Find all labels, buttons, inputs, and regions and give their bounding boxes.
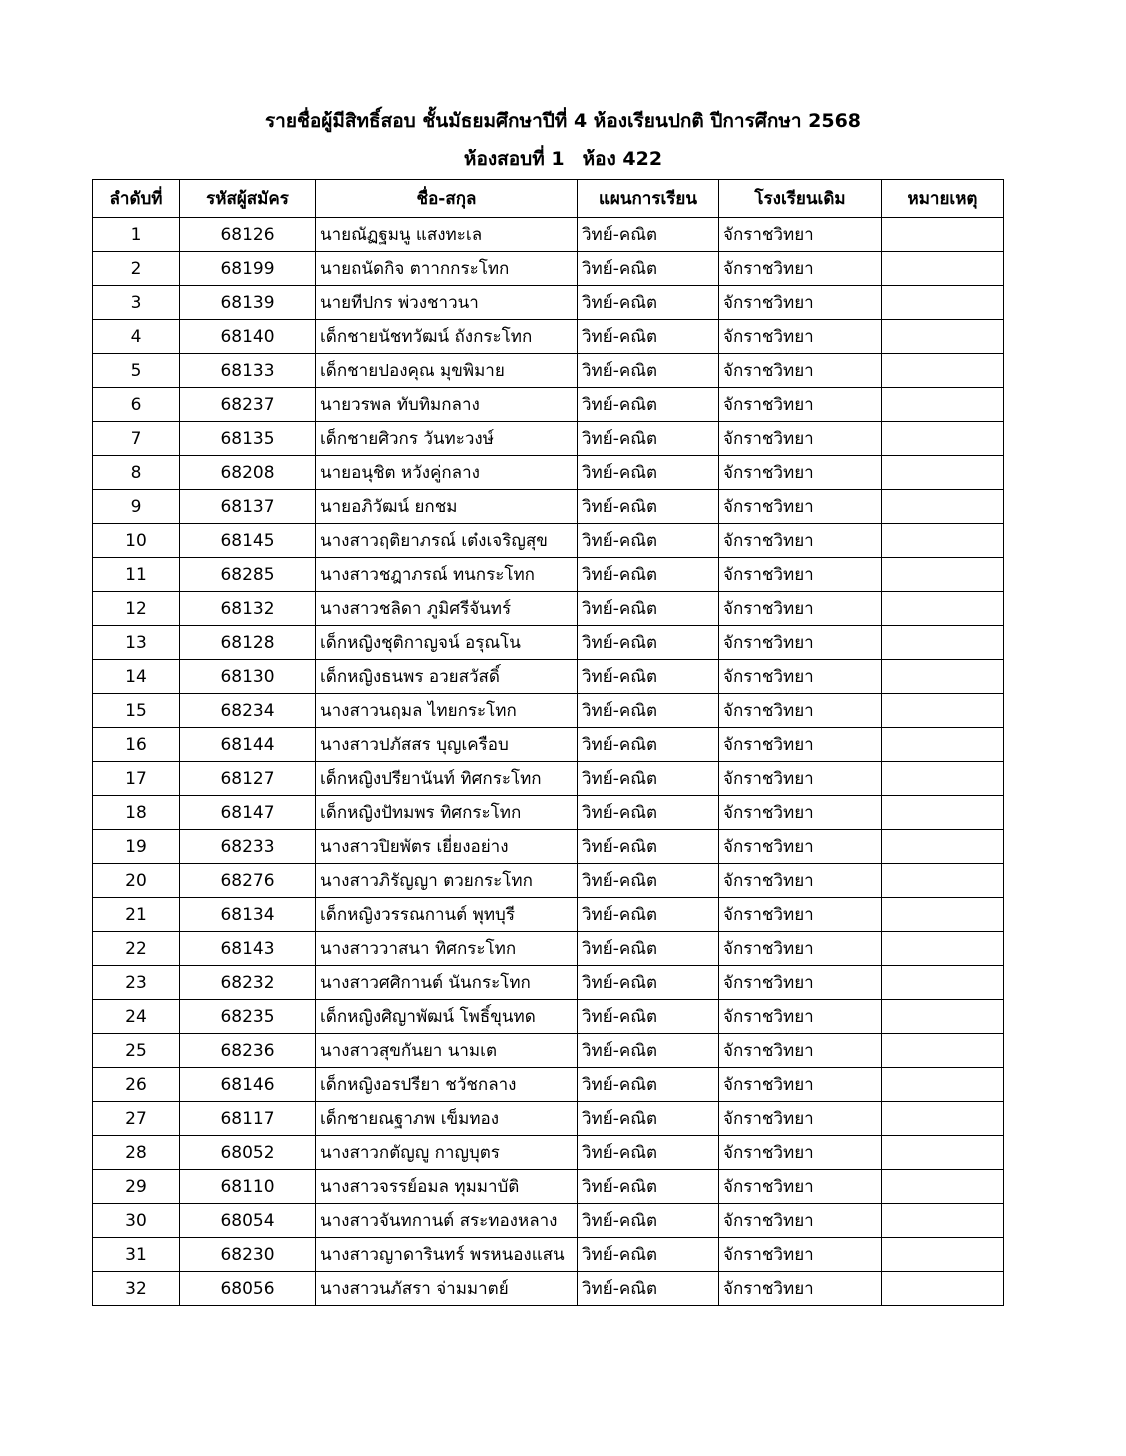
cell-study-plan: วิทย์-คณิต: [578, 1272, 719, 1306]
cell-former-school: จักราชวิทยา: [719, 966, 882, 1000]
cell-no: 10: [93, 524, 180, 558]
cell-former-school: จักราชวิทยา: [719, 762, 882, 796]
cell-name: นางสาวกตัญญู กาญบุตร: [316, 1136, 578, 1170]
cell-name: เด็กหญิงอรปรียา ชวัชกลาง: [316, 1068, 578, 1102]
column-header-former-school: โรงเรียนเดิม: [719, 180, 882, 218]
cell-former-school: จักราชวิทยา: [719, 354, 882, 388]
cell-former-school: จักราชวิทยา: [719, 252, 882, 286]
cell-name: นางสาวชลิดา ภูมิศรีจันทร์: [316, 592, 578, 626]
table-row: [93, 218, 1004, 252]
cell-remarks: [882, 558, 1004, 592]
cell-study-plan: วิทย์-คณิต: [578, 524, 719, 558]
cell-study-plan: วิทย์-คณิต: [578, 762, 719, 796]
cell-name: เด็กหญิงปรียานันท์ ทิศกระโทก: [316, 762, 578, 796]
cell-study-plan: วิทย์-คณิต: [578, 694, 719, 728]
cell-former-school: จักราชวิทยา: [719, 1204, 882, 1238]
cell-name: นางสาวนฤมล ไทยกระโทก: [316, 694, 578, 728]
cell-remarks: [882, 1272, 1004, 1306]
cell-applicant-id: 68276: [180, 864, 316, 898]
cell-name: นางสาวชฎาภรณ์ ทนกระโทก: [316, 558, 578, 592]
cell-remarks: [882, 354, 1004, 388]
table-row: [93, 626, 1004, 660]
cell-study-plan: วิทย์-คณิต: [578, 898, 719, 932]
cell-no: 29: [93, 1170, 180, 1204]
cell-remarks: [882, 932, 1004, 966]
cell-remarks: [882, 966, 1004, 1000]
cell-study-plan: วิทย์-คณิต: [578, 626, 719, 660]
cell-study-plan: วิทย์-คณิต: [578, 1204, 719, 1238]
cell-former-school: จักราชวิทยา: [719, 694, 882, 728]
cell-former-school: จักราชวิทยา: [719, 864, 882, 898]
cell-applicant-id: 68234: [180, 694, 316, 728]
cell-former-school: จักราชวิทยา: [719, 898, 882, 932]
cell-applicant-id: 68126: [180, 218, 316, 252]
cell-remarks: [882, 898, 1004, 932]
cell-applicant-id: 68146: [180, 1068, 316, 1102]
cell-former-school: จักราชวิทยา: [719, 1034, 882, 1068]
cell-applicant-id: 68143: [180, 932, 316, 966]
cell-study-plan: วิทย์-คณิต: [578, 1034, 719, 1068]
cell-remarks: [882, 1068, 1004, 1102]
cell-applicant-id: 68285: [180, 558, 316, 592]
cell-name: เด็กหญิงปัทมพร ทิศกระโทก: [316, 796, 578, 830]
cell-applicant-id: 68235: [180, 1000, 316, 1034]
cell-remarks: [882, 830, 1004, 864]
table-row: [93, 1136, 1004, 1170]
cell-name: นางสาวสุขกันยา นามเต: [316, 1034, 578, 1068]
cell-remarks: [882, 1170, 1004, 1204]
cell-no: 15: [93, 694, 180, 728]
cell-study-plan: วิทย์-คณิต: [578, 830, 719, 864]
cell-name: เด็กชายปองคุณ มุขพิมาย: [316, 354, 578, 388]
table-row: [93, 1068, 1004, 1102]
cell-applicant-id: 68233: [180, 830, 316, 864]
cell-remarks: [882, 864, 1004, 898]
cell-study-plan: วิทย์-คณิต: [578, 592, 719, 626]
cell-study-plan: วิทย์-คณิต: [578, 796, 719, 830]
cell-remarks: [882, 1238, 1004, 1272]
cell-name: เด็กหญิงวรรณกานต์ พุทบุรี: [316, 898, 578, 932]
cell-no: 6: [93, 388, 180, 422]
table-row: [93, 1272, 1004, 1306]
table-row: [93, 660, 1004, 694]
table-row: [93, 1238, 1004, 1272]
table-row: [93, 728, 1004, 762]
page-subtitle: [0, 144, 1126, 174]
cell-name: นางสาวภิรัญญา ตวยกระโทก: [316, 864, 578, 898]
cell-applicant-id: 68127: [180, 762, 316, 796]
table-row: [93, 320, 1004, 354]
column-header-name: ชื่อ-สกุล: [316, 180, 578, 218]
cell-no: 3: [93, 286, 180, 320]
cell-former-school: จักราชวิทยา: [719, 422, 882, 456]
cell-name: นายอภิวัฒน์ ยกชม: [316, 490, 578, 524]
cell-name: เด็กชายณฐาภพ เข็มทอง: [316, 1102, 578, 1136]
table-row: [93, 1204, 1004, 1238]
table-row: [93, 388, 1004, 422]
cell-applicant-id: 68117: [180, 1102, 316, 1136]
cell-former-school: จักราชวิทยา: [719, 490, 882, 524]
cell-no: 24: [93, 1000, 180, 1034]
cell-applicant-id: 68199: [180, 252, 316, 286]
page-title: รายชื่อผู้มีสิทธิ์สอบ ชั้นมัธยมศึกษาปีที่ 4 ห้องเรียนปกติ ปีการศึกษา 2568: [264, 110, 862, 132]
cell-study-plan: วิทย์-คณิต: [578, 320, 719, 354]
cell-name: นางสาวจรรย์อมล ทุมมาบัติ: [316, 1170, 578, 1204]
column-header-applicant-id: รหัสผู้สมัคร: [180, 180, 316, 218]
cell-name: เด็กหญิงชุติกาญจน์ อรุณโน: [316, 626, 578, 660]
cell-former-school: จักราชวิทยา: [719, 592, 882, 626]
cell-study-plan: วิทย์-คณิต: [578, 558, 719, 592]
cell-name: เด็กชายนัชทวัฒน์ ถังกระโทก: [316, 320, 578, 354]
cell-applicant-id: 68128: [180, 626, 316, 660]
table-row: [93, 1102, 1004, 1136]
cell-applicant-id: 68130: [180, 660, 316, 694]
cell-former-school: จักราชวิทยา: [719, 796, 882, 830]
cell-study-plan: วิทย์-คณิต: [578, 252, 719, 286]
cell-applicant-id: 68232: [180, 966, 316, 1000]
table-row: [93, 524, 1004, 558]
cell-remarks: [882, 762, 1004, 796]
table-row: [93, 1034, 1004, 1068]
cell-applicant-id: 68237: [180, 388, 316, 422]
cell-applicant-id: 68054: [180, 1204, 316, 1238]
cell-former-school: จักราชวิทยา: [719, 524, 882, 558]
cell-no: 9: [93, 490, 180, 524]
cell-study-plan: วิทย์-คณิต: [578, 1102, 719, 1136]
cell-remarks: [882, 728, 1004, 762]
room-label: ห้อง 422: [582, 148, 663, 170]
cell-remarks: [882, 286, 1004, 320]
cell-name: นางสาวนภัสรา จ่ามมาตย์: [316, 1272, 578, 1306]
cell-no: 19: [93, 830, 180, 864]
cell-study-plan: วิทย์-คณิต: [578, 354, 719, 388]
column-header-no: ลำดับที่: [93, 180, 180, 218]
cell-study-plan: วิทย์-คณิต: [578, 286, 719, 320]
table-row: [93, 286, 1004, 320]
cell-remarks: [882, 626, 1004, 660]
cell-no: 4: [93, 320, 180, 354]
cell-former-school: จักราชวิทยา: [719, 1000, 882, 1034]
cell-remarks: [882, 592, 1004, 626]
cell-applicant-id: 68230: [180, 1238, 316, 1272]
cell-applicant-id: 68147: [180, 796, 316, 830]
table-row: [93, 762, 1004, 796]
cell-applicant-id: 68208: [180, 456, 316, 490]
cell-former-school: จักราชวิทยา: [719, 558, 882, 592]
cell-remarks: [882, 1204, 1004, 1238]
cell-former-school: จักราชวิทยา: [719, 1136, 882, 1170]
cell-name: นางสาวญาดารินทร์ พรหนองแสน: [316, 1238, 578, 1272]
cell-remarks: [882, 1034, 1004, 1068]
cell-no: 16: [93, 728, 180, 762]
cell-applicant-id: 68134: [180, 898, 316, 932]
cell-remarks: [882, 456, 1004, 490]
cell-applicant-id: 68056: [180, 1272, 316, 1306]
cell-no: 7: [93, 422, 180, 456]
cell-former-school: จักราชวิทยา: [719, 1170, 882, 1204]
cell-former-school: จักราชวิทยา: [719, 1272, 882, 1306]
table-row: [93, 1000, 1004, 1034]
cell-former-school: จักราชวิทยา: [719, 626, 882, 660]
cell-former-school: จักราชวิทยา: [719, 1068, 882, 1102]
cell-remarks: [882, 388, 1004, 422]
cell-no: 27: [93, 1102, 180, 1136]
table-row: [93, 456, 1004, 490]
table-row: [93, 422, 1004, 456]
table-row: [93, 966, 1004, 1000]
cell-former-school: จักราชวิทยา: [719, 1102, 882, 1136]
cell-no: 18: [93, 796, 180, 830]
table-row: [93, 898, 1004, 932]
cell-name: นายวรพล ทับทิมกลาง: [316, 388, 578, 422]
cell-remarks: [882, 694, 1004, 728]
table-row: [93, 558, 1004, 592]
cell-remarks: [882, 252, 1004, 286]
cell-applicant-id: 68132: [180, 592, 316, 626]
cell-applicant-id: 68145: [180, 524, 316, 558]
candidate-table: [92, 179, 1004, 1306]
cell-no: 11: [93, 558, 180, 592]
cell-applicant-id: 68135: [180, 422, 316, 456]
cell-no: 1: [93, 218, 180, 252]
cell-name: นางสาวฤติยาภรณ์ เต๋งเจริญสุข: [316, 524, 578, 558]
table-row: [93, 1170, 1004, 1204]
table-row: [93, 932, 1004, 966]
table-row: [93, 830, 1004, 864]
cell-no: 30: [93, 1204, 180, 1238]
cell-study-plan: วิทย์-คณิต: [578, 1136, 719, 1170]
cell-no: 12: [93, 592, 180, 626]
cell-study-plan: วิทย์-คณิต: [578, 728, 719, 762]
cell-no: 5: [93, 354, 180, 388]
cell-study-plan: วิทย์-คณิต: [578, 388, 719, 422]
cell-former-school: จักราชวิทยา: [719, 218, 882, 252]
cell-no: 21: [93, 898, 180, 932]
cell-no: 25: [93, 1034, 180, 1068]
cell-name: นายถนัดกิจ ตาากกระโทก: [316, 252, 578, 286]
cell-study-plan: วิทย์-คณิต: [578, 1068, 719, 1102]
cell-applicant-id: 68137: [180, 490, 316, 524]
cell-name: นางสาวปิยพัตร เยี่ยงอย่าง: [316, 830, 578, 864]
cell-no: 2: [93, 252, 180, 286]
cell-remarks: [882, 320, 1004, 354]
cell-no: 28: [93, 1136, 180, 1170]
cell-study-plan: วิทย์-คณิต: [578, 490, 719, 524]
cell-study-plan: วิทย์-คณิต: [578, 932, 719, 966]
cell-remarks: [882, 796, 1004, 830]
table-row: [93, 796, 1004, 830]
cell-no: 20: [93, 864, 180, 898]
cell-former-school: จักราชวิทยา: [719, 660, 882, 694]
cell-study-plan: วิทย์-คณิต: [578, 456, 719, 490]
cell-applicant-id: 68110: [180, 1170, 316, 1204]
cell-remarks: [882, 1000, 1004, 1034]
cell-study-plan: วิทย์-คณิต: [578, 1238, 719, 1272]
cell-name: นางสาวศศิกานต์ นันกระโทก: [316, 966, 578, 1000]
cell-study-plan: วิทย์-คณิต: [578, 218, 719, 252]
cell-no: 26: [93, 1068, 180, 1102]
cell-remarks: [882, 524, 1004, 558]
cell-name: เด็กชายศิวกร วันทะวงษ์: [316, 422, 578, 456]
cell-no: 17: [93, 762, 180, 796]
cell-former-school: จักราชวิทยา: [719, 830, 882, 864]
cell-no: 23: [93, 966, 180, 1000]
cell-name: เด็กหญิงศิญาพัฒน์ โพธิ์ขุนทด: [316, 1000, 578, 1034]
cell-remarks: [882, 218, 1004, 252]
cell-no: 13: [93, 626, 180, 660]
column-header-study-plan: แผนการเรียน: [578, 180, 719, 218]
cell-no: 14: [93, 660, 180, 694]
table-row: [93, 864, 1004, 898]
cell-former-school: จักราชวิทยา: [719, 286, 882, 320]
cell-applicant-id: 68236: [180, 1034, 316, 1068]
cell-remarks: [882, 660, 1004, 694]
cell-applicant-id: 68140: [180, 320, 316, 354]
cell-name: นายณัฏฐมนู แสงทะเล: [316, 218, 578, 252]
cell-study-plan: วิทย์-คณิต: [578, 1000, 719, 1034]
cell-applicant-id: 68133: [180, 354, 316, 388]
cell-no: 8: [93, 456, 180, 490]
table-row: [93, 354, 1004, 388]
cell-applicant-id: 68139: [180, 286, 316, 320]
cell-no: 31: [93, 1238, 180, 1272]
cell-study-plan: วิทย์-คณิต: [578, 660, 719, 694]
cell-study-plan: วิทย์-คณิต: [578, 1170, 719, 1204]
cell-remarks: [882, 1136, 1004, 1170]
cell-former-school: จักราชวิทยา: [719, 456, 882, 490]
cell-remarks: [882, 490, 1004, 524]
cell-former-school: จักราชวิทยา: [719, 728, 882, 762]
cell-former-school: จักราชวิทยา: [719, 320, 882, 354]
cell-former-school: จักราชวิทยา: [719, 388, 882, 422]
cell-no: 22: [93, 932, 180, 966]
cell-name: เด็กหญิงธนพร อวยสวัสดิ์: [316, 660, 578, 694]
cell-no: 32: [93, 1272, 180, 1306]
cell-study-plan: วิทย์-คณิต: [578, 422, 719, 456]
cell-applicant-id: 68052: [180, 1136, 316, 1170]
table-row: [93, 252, 1004, 286]
cell-name: นางสาวปภัสสร บุญเครือบ: [316, 728, 578, 762]
cell-former-school: จักราชวิทยา: [719, 1238, 882, 1272]
table-row: [93, 592, 1004, 626]
cell-remarks: [882, 422, 1004, 456]
cell-applicant-id: 68144: [180, 728, 316, 762]
cell-name: นายทีปกร พ่วงชาวนา: [316, 286, 578, 320]
table-header-row: [93, 180, 1004, 218]
column-header-remarks: หมายเหตุ: [882, 180, 1004, 218]
cell-remarks: [882, 1102, 1004, 1136]
cell-former-school: จักราชวิทยา: [719, 932, 882, 966]
table-row: [93, 694, 1004, 728]
table-row: [93, 490, 1004, 524]
cell-name: นางสาววาสนา ทิศกระโทก: [316, 932, 578, 966]
exam-room-label: ห้องสอบที่ 1: [463, 148, 565, 170]
cell-study-plan: วิทย์-คณิต: [578, 864, 719, 898]
cell-name: นายอนุชิต หวังคู่กลาง: [316, 456, 578, 490]
cell-name: นางสาวจันทกานต์ สระทองหลาง: [316, 1204, 578, 1238]
cell-study-plan: วิทย์-คณิต: [578, 966, 719, 1000]
